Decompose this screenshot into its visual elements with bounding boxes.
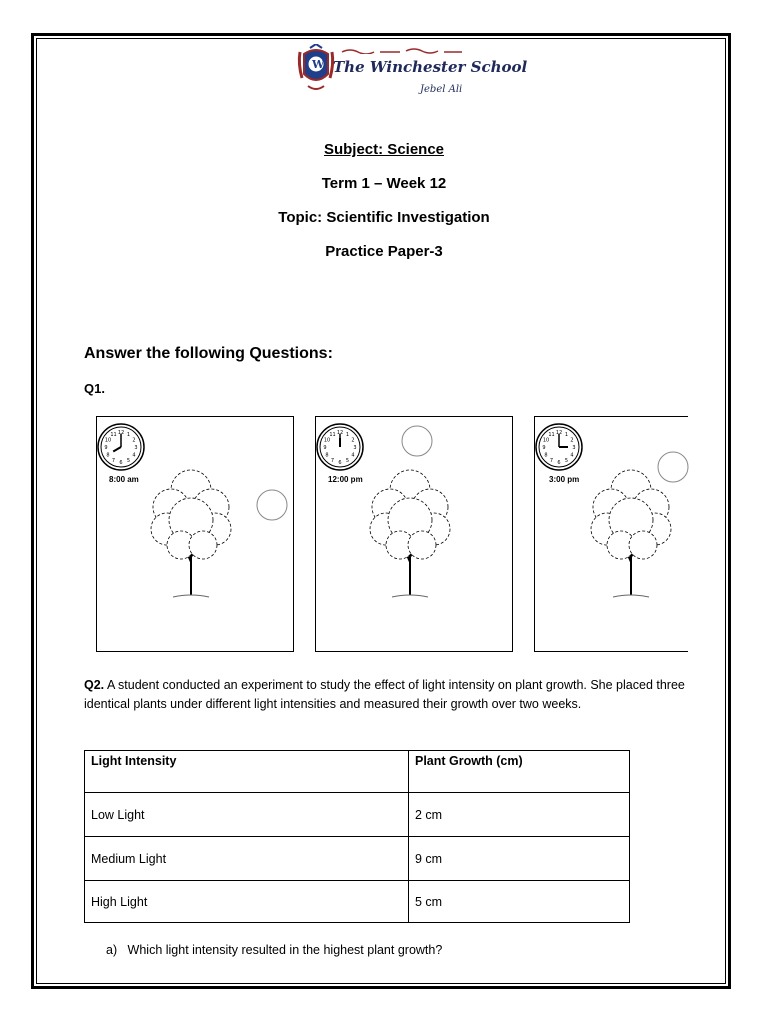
sub-question-a (106, 943, 442, 957)
svg-text:11: 11 (329, 432, 336, 439)
q1-panel-noon (315, 416, 513, 652)
table-header-row (85, 751, 630, 793)
svg-text:8: 8 (106, 452, 110, 459)
svg-text:12: 12 (555, 430, 563, 436)
growth-table (84, 750, 630, 923)
topic-heading: Topic: Scientific Investigation (278, 209, 490, 226)
table-cell: Low Light (85, 793, 409, 837)
svg-text:10: 10 (542, 437, 550, 444)
svg-text:3: 3 (572, 445, 576, 451)
table-row (85, 793, 630, 837)
svg-text:11: 11 (548, 432, 555, 439)
table-row (85, 881, 630, 923)
svg-text:9: 9 (104, 445, 108, 451)
sub-question-text: Which light intensity resulted in the highest plant growth? (127, 943, 443, 957)
svg-text:7: 7 (330, 457, 335, 464)
svg-text:1: 1 (126, 432, 131, 439)
arabic-script-decoration (340, 46, 464, 54)
svg-text:4: 4 (351, 452, 355, 459)
q1-panel-afternoon (534, 416, 688, 652)
q2-label: Q2. (84, 678, 105, 692)
tree-scene-icon (316, 417, 514, 653)
paper-heading: Practice Paper-3 (325, 243, 443, 260)
svg-text:7: 7 (111, 457, 116, 464)
table-header-cell: Plant Growth (cm) (409, 751, 630, 793)
svg-text:3: 3 (353, 445, 357, 451)
term-heading: Term 1 – Week 12 (321, 175, 447, 192)
svg-text:4: 4 (570, 452, 574, 459)
clock-icon (98, 424, 144, 470)
table-cell: 9 cm (409, 837, 630, 881)
clock-icon (317, 424, 363, 470)
tree-scene-icon (535, 417, 689, 653)
svg-text:5: 5 (564, 457, 569, 464)
svg-text:2: 2 (570, 437, 574, 444)
tree-icon (151, 470, 231, 597)
q1-label: Q1. (84, 381, 105, 396)
q2-text (84, 676, 694, 713)
sun-icon (402, 426, 432, 456)
svg-text:6: 6 (338, 460, 342, 466)
svg-text:3: 3 (134, 445, 138, 451)
svg-text:11: 11 (110, 432, 117, 439)
svg-text:7: 7 (549, 457, 554, 464)
svg-text:1: 1 (345, 432, 350, 439)
sun-icon (658, 452, 688, 482)
svg-text:8: 8 (544, 452, 548, 459)
svg-text:8: 8 (325, 452, 329, 459)
school-location: Jebel Ali (420, 84, 463, 95)
sub-question-label: a) (106, 943, 118, 957)
panel-time-label: 3:00 pm (549, 475, 580, 484)
q2-body: A student conducted an experiment to study the effect of light intensity on plant growth. She placed three identical plants under different light intensities and measured their growth over two weeks. (84, 678, 685, 711)
svg-text:9: 9 (323, 445, 327, 451)
panel-time-label: 8:00 am (109, 475, 139, 484)
tree-icon (370, 470, 450, 597)
table-cell: 5 cm (409, 881, 630, 923)
svg-text:1: 1 (564, 432, 569, 439)
table-header-cell: Light Intensity (85, 751, 409, 793)
svg-text:4: 4 (132, 452, 136, 459)
svg-text:2: 2 (351, 437, 355, 444)
subject-heading: Subject: Science (323, 141, 445, 158)
svg-text:5: 5 (126, 457, 131, 464)
panel-time-label: 12:00 pm (328, 475, 363, 484)
svg-text:5: 5 (345, 457, 350, 464)
q1-panel-morning (96, 416, 294, 652)
instructions-heading: Answer the following Questions: (84, 345, 333, 362)
table-cell: High Light (85, 881, 409, 923)
clock-icon (536, 424, 582, 470)
sun-icon (257, 490, 287, 520)
svg-text:10: 10 (104, 437, 112, 444)
school-name: The Winchester School (333, 58, 528, 76)
svg-text:6: 6 (119, 460, 123, 466)
svg-text:12: 12 (117, 430, 125, 436)
tree-icon (591, 470, 671, 597)
table-row (85, 837, 630, 881)
svg-text:10: 10 (323, 437, 331, 444)
svg-text:9: 9 (542, 445, 546, 451)
svg-text:12: 12 (336, 430, 344, 436)
svg-text:6: 6 (557, 460, 561, 466)
tree-scene-icon (97, 417, 295, 653)
svg-text:2: 2 (132, 437, 136, 444)
logo-initial: W (312, 58, 325, 71)
table-cell: 2 cm (409, 793, 630, 837)
table-cell: Medium Light (85, 837, 409, 881)
